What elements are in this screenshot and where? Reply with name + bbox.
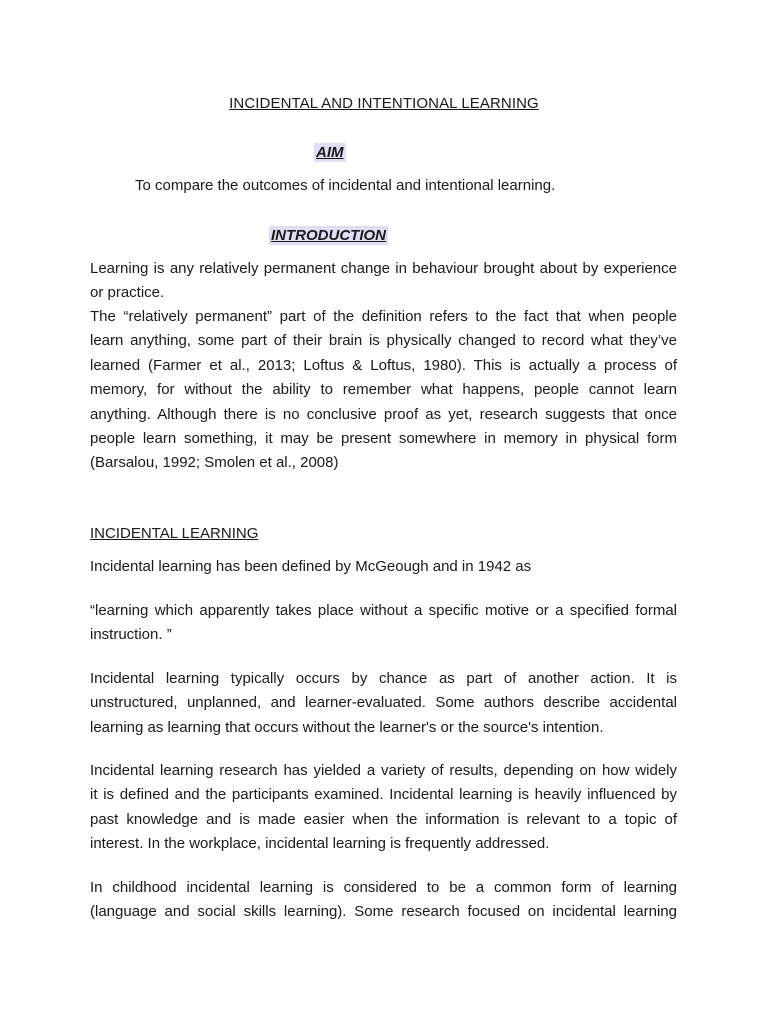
introduction-paragraph-1 (90, 257, 677, 306)
incidental-quote (90, 599, 677, 648)
incidental-paragraph-4 (90, 876, 677, 925)
aim-heading: AIM (316, 144, 344, 161)
text-line: instruction. ” (90, 626, 172, 644)
introduction-heading: INTRODUCTION (271, 227, 386, 244)
text-line: learning as learning that occurs without the learner's or the source's intention. (90, 718, 604, 736)
text-line: interest. In the workplace, incidental learning is frequently addressed. (90, 835, 550, 853)
incidental-paragraph-3 (90, 759, 677, 857)
text-line: it is defined and the participants examined. Incidental learning is heavily influenced by (90, 786, 677, 804)
incidental-paragraph-2 (90, 667, 677, 740)
text-line: Incidental learning typically occurs by chance as part of another action. It is (90, 670, 677, 687)
aim-text: To compare the outcomes of incidental and intentional learning. (135, 177, 556, 194)
text-line: (language and social skills learning). Some research focused on incidental learning (90, 903, 677, 921)
text-line: In childhood incidental learning is considered to be a common form of learning (90, 879, 677, 896)
introduction-paragraph-2 (90, 305, 677, 476)
text-line: Incidental learning has been defined by McGeough and in 1942 as (90, 558, 532, 575)
text-line: Learning is any relatively permanent change in behaviour brought about by experience (90, 260, 677, 277)
text-line: learned (Farmer et al., 2013; Loftus & Loftus, 1980). This is actually a process of (90, 356, 677, 374)
incidental-learning-heading: INCIDENTAL LEARNING (90, 525, 259, 542)
document-title: INCIDENTAL AND INTENTIONAL LEARNING (229, 95, 539, 112)
text-line: (Barsalou, 1992; Smolen et al., 2008) (90, 454, 339, 472)
text-line: unstructured, unplanned, and learner-evaluated. Some authors describe accidental (90, 694, 677, 712)
aim-heading-wrap (314, 143, 346, 163)
text-line: anything. Although there is no conclusive proof as yet, research suggests that once (90, 405, 677, 423)
text-line: people learn something, it may be present somewhere in memory in physical form (90, 429, 677, 447)
incidental-paragraph-1 (90, 555, 677, 579)
text-line: past knowledge and is made easier when the information is relevant to a topic of (90, 810, 677, 828)
text-line: “learning which apparently takes place without a specific motive or a specified formal (90, 602, 677, 619)
text-line: learn anything, some part of their brain is physically changed to record what they’ve (90, 332, 677, 350)
text-line: memory, for without the ability to remember what happens, people cannot learn (90, 381, 677, 399)
text-line: or practice. (90, 284, 165, 302)
text-line: The “relatively permanent” part of the definition refers to the fact that when people (90, 308, 677, 325)
text-line: Incidental learning research has yielded a variety of results, depending on how widely (90, 762, 677, 779)
introduction-heading-wrap (269, 226, 388, 246)
